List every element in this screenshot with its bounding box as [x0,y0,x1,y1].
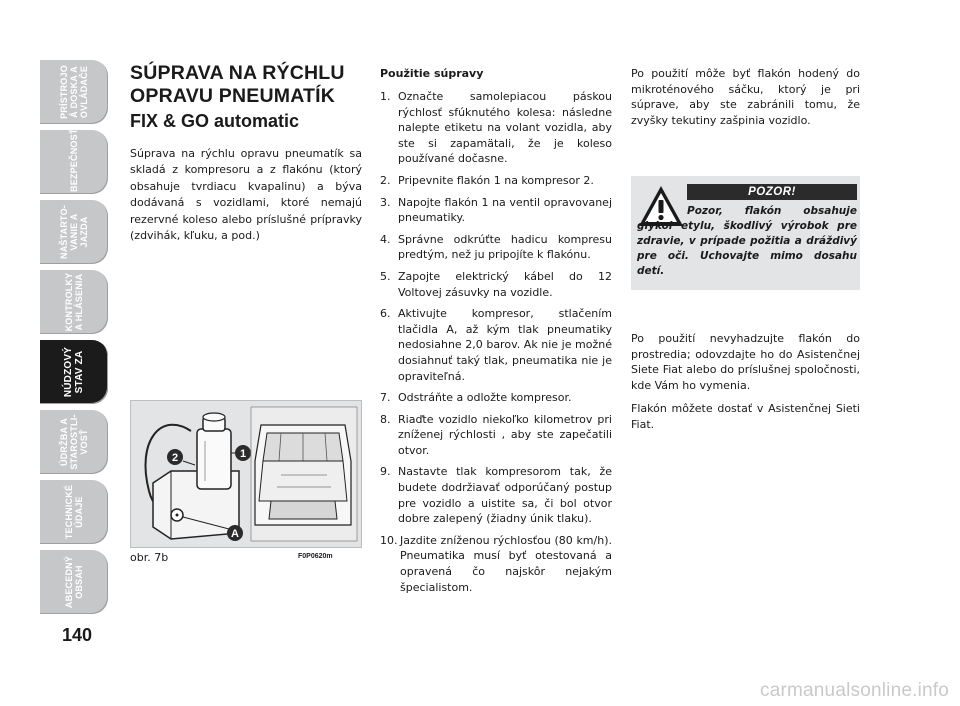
tab-pristrojova-doska[interactable]: PRÍSTROJO Á DOSKA A OVLÁDAČE [40,60,108,124]
usage-column [380,66,612,601]
list-item: 4. Správne odkrúťte hadicu kompresu predtým, než ju pripojíte k flakónu. [380,232,612,262]
return-column [631,331,860,433]
section-subtitle: FIX & GO automatic [130,111,300,131]
tab-bezpecnost[interactable]: BEZPEČNOSŤ [40,130,108,194]
tab-nudzovy-stav[interactable]: NÚDZOVÝ STAV ZA [40,340,108,404]
watermark: carmanualsonline.info [760,680,950,701]
list-item: 5. Zapojte elektrický kábel do 12 Voltovej zásuvky na vozidle. [380,269,612,299]
figure-code: F0P0620m [298,553,333,560]
list-item: 6. Aktivujte kompresor, stlačením tlačidla A, až kým tlak pneumatiky nedosiahne 2,0 barov. Ak nie je možné dosiahnuť taký tlak, pneumatika nie je opraviteľná. [380,307,612,383]
kit-illustration [131,401,361,547]
usage-steps [380,89,612,595]
tab-kontrolky[interactable]: KONTROLKY A HLÁSENIA [40,270,108,334]
tab-technicke-udaje[interactable]: TECHNICKÉ ÚDAJE [40,480,108,544]
intro-paragraph: Súprava na rýchlu opravu pneumatík sa skladá z kompresoru a z flakónu (ktorý obsahuje tvrdiacu kvapalinu) a býva dodávaná s vozidlami, ktoré nemajú rezervné koleso alebo príslušné prípravky (zdvihák, kľuku, a pod.) [130,147,362,243]
disposal-paragraph: Po použití môže byť flakón hodený do mikroténového sáčku, ktorý je pri súprave, aby ste zabránili tomu, že zvyšky tekutiny zašpinia vozidlo. [631,67,860,127]
callout-a: A [231,528,239,540]
usage-heading: Použitie súpravy [380,67,484,80]
callout-2: 2 [171,452,179,464]
disposal-column [631,66,860,128]
list-item: 1. Označte samolepiacou páskou rýchlosť sfúknutého kolesa: následne nalepte etiketu na volant vozidla, aby ste si zapamätali, že je koleso používané dočasne. [380,90,612,166]
list-item: 3. Napojte flakón 1 na ventil opravovanej pneumatiky. [380,195,612,225]
list-item: 10. Jazdite zníženou rýchlosťou (80 km/h). Pneumatika musí byť otestovaná a opravená čo najskôr nejakým špecialistom. [380,533,612,594]
list-item: 8. Riaďte vozidlo niekoľko kilometrov pri zníženej rýchlosti , aby ste zapečatili otvor. [380,412,612,457]
tab-udrzba[interactable]: ÚDRŽBA A STAROSTLI- VOSŤ [40,410,108,474]
page-number: 140 [62,625,93,645]
warning-title: POZOR! [687,184,857,200]
section-title: SÚPRAVA NA RÝCHLU OPRAVU PNEUMATÍK [130,62,345,107]
list-item: 9. Nastavte tlak kompresorom tak, že budete dodržiavať odporúčaný postup pre vozidlo a uistite sa, či bol otvor dobre zalepený (žiadny únik tlaku). [380,465,612,526]
list-item: 2. Pripevnite flakón 1 na kompresor 2. [380,173,594,187]
callout-1: 1 [239,448,247,460]
tab-nastartovanie[interactable]: NAŠTARTO- VANIE A JAZDA [40,200,108,264]
figure-caption: obr. 7b [130,551,169,564]
warning-box [631,176,860,290]
figure-tire-repair-kit [130,400,362,548]
return-paragraph: Po použití nevyhadzujte flakón do prostredia; odovzdajte ho do Asistenčnej Siete Fiat alebo do príslušnej spoločnosti, kde Vám ho vymenia. [631,332,860,392]
list-item: 7. Odstráňte a odložte kompresor. [380,391,572,405]
warning-text: Pozor, flakón obsahuje glykol etylu, škodlivý výrobok pre zdravie, v prípade požitia a dráždivý pre oči. Uchovajte mimo dosahu detí. [637,205,857,277]
intro-column [130,62,362,244]
availability-paragraph: Flakón môžete dostať v Asistenčnej Sieti Fiat. [631,402,860,431]
tab-abecedny-obsah[interactable]: ABECEDNÝ OBSAH [40,550,108,614]
